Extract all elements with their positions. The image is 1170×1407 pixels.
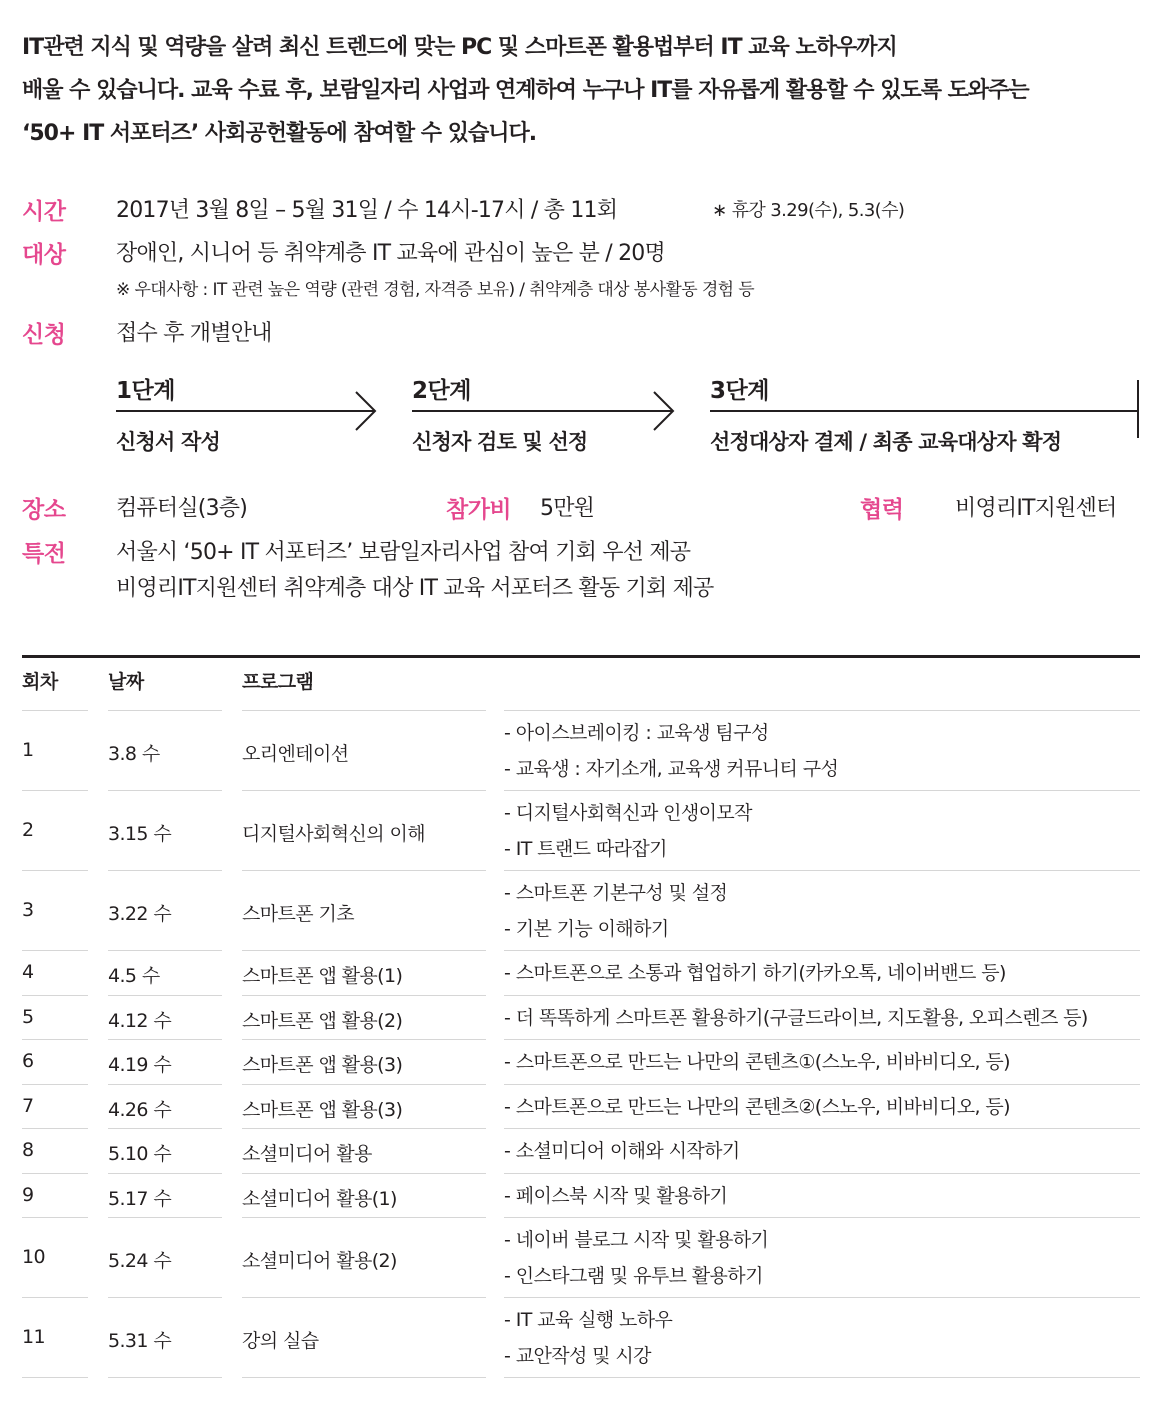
row-date: 3.8 수: [108, 743, 160, 765]
row-detail-line: - IT 교육 실행 노하우: [504, 1309, 673, 1331]
step-end-bar: [1137, 380, 1139, 438]
intro-line: ‘50+ IT 서포터즈’ 사회공헌활동에 참여할 수 있습니다.: [22, 121, 537, 146]
step-2-arrow-line: [412, 410, 672, 412]
table-row: [22, 711, 1140, 791]
row-details: [504, 1222, 768, 1294]
step-3-line: [710, 410, 1139, 412]
intro-line: 배울 수 있습니다. 교육 수료 후, 보람일자리 사업과 연계하여 누구나 IT를 자유롭게 활용할 수 있도록 도와주는: [22, 78, 1029, 103]
row-detail-line: - 인스타그램 및 유투브 활용하기: [504, 1265, 763, 1287]
row-number: 8: [22, 1139, 34, 1162]
row-date: 3.22 수: [108, 903, 172, 925]
row-detail-line: - 아이스브레이킹 : 교육생 팀구성: [504, 722, 769, 744]
step-1-title: 1단계: [116, 378, 175, 404]
row-detail-line: - 스마트폰으로 만드는 나만의 콘텐츠①(스노우, 비바비디오, 등): [504, 1051, 1010, 1074]
place-label: 장소: [22, 497, 66, 523]
row-number: 6: [22, 1050, 34, 1073]
step-3-title: 3단계: [710, 378, 769, 404]
table-row: [22, 1298, 1140, 1378]
table-top-rule: [22, 655, 1140, 658]
row-detail-line: - 교육생 : 자기소개, 교육생 커뮤니티 구성: [504, 758, 839, 780]
table-row: [22, 951, 1140, 996]
step-1-arrowhead-icon: [354, 390, 378, 432]
header-separator: [108, 710, 222, 711]
table-row: [22, 791, 1140, 871]
row-program: 오리엔테이션: [242, 743, 349, 765]
row-number: 1: [22, 739, 34, 761]
table-row: [22, 1085, 1140, 1130]
row-program: 소셜미디어 활용: [242, 1143, 372, 1166]
row-detail-line: - 스마트폰 기본구성 및 설정: [504, 882, 728, 904]
row-detail-line: - 기본 기능 이해하기: [504, 918, 669, 940]
header-separator: [22, 710, 88, 711]
benefit-label: 특전: [22, 541, 66, 567]
row-number: 11: [22, 1326, 45, 1348]
row-detail-line: - 디지털사회혁신과 인생이모작: [504, 802, 752, 824]
target-value: 장애인, 시니어 등 취약계층 IT 교육에 관심이 높은 분 / 20명: [116, 241, 665, 266]
apply-label: 신청: [22, 322, 66, 348]
step-2-desc: 신청자 검토 및 선정: [412, 430, 588, 454]
row-separator: [22, 1377, 88, 1378]
table-row: [22, 1218, 1140, 1298]
row-number: 7: [22, 1094, 34, 1117]
row-date: 5.31 수: [108, 1330, 172, 1352]
row-date: 5.17 수: [108, 1187, 172, 1210]
row-date: 4.5 수: [108, 965, 160, 988]
step-2-arrowhead-icon: [652, 390, 676, 432]
row-date: 4.19 수: [108, 1054, 172, 1077]
row-detail-line: - 더 똑똑하게 스마트폰 활용하기(구글드라이브, 지도활용, 오피스렌즈 등): [504, 1006, 1088, 1029]
row-program: 스마트폰 앱 활용(3): [242, 1098, 403, 1121]
row-number: 2: [22, 819, 34, 841]
row-program: 소셜미디어 활용(2): [242, 1250, 397, 1272]
step-2-title: 2단계: [412, 378, 471, 404]
row-separator: [242, 1377, 486, 1378]
step-1-arrow-line: [116, 410, 374, 412]
row-detail-line: - 소셜미디어 이해와 시작하기: [504, 1140, 740, 1163]
row-details: [504, 1044, 1010, 1080]
row-program: 스마트폰 앱 활용(3): [242, 1054, 403, 1077]
intro-line: IT관련 지식 및 역량을 살려 최신 트렌드에 맞는 PC 및 스마트폰 활용법부터 IT 교육 노하우까지: [22, 35, 897, 60]
row-number: 10: [22, 1246, 45, 1268]
partner-value: 비영리IT지원센터: [955, 496, 1117, 521]
table-row: [22, 1174, 1140, 1219]
fee-label: 참가비: [446, 497, 512, 523]
row-detail-line: - 스마트폰으로 소통과 협업하기 하기(카카오톡, 네이버밴드 등): [504, 962, 1006, 985]
apply-value: 접수 후 개별안내: [116, 321, 272, 346]
row-details: [504, 1302, 672, 1374]
time-label: 시간: [22, 199, 66, 225]
row-program: 스마트폰 기초: [242, 903, 354, 925]
row-detail-line: - 스마트폰으로 만드는 나만의 콘텐츠②(스노우, 비바비디오, 등): [504, 1095, 1010, 1118]
header-no: 회차: [22, 671, 58, 693]
row-details: [504, 795, 752, 867]
row-program: 스마트폰 앱 활용(1): [242, 965, 403, 988]
time-note: ∗ 휴강 3.29(수), 5.3(수): [712, 200, 905, 221]
row-details: [504, 1133, 740, 1169]
row-detail-line: - 네이버 블로그 시작 및 활용하기: [504, 1229, 769, 1251]
row-program: 강의 실습: [242, 1330, 319, 1352]
step-3-desc: 선정대상자 결제 / 최종 교육대상자 확정: [710, 430, 1062, 454]
header-date: 날짜: [108, 671, 144, 693]
row-details: [504, 1000, 1088, 1036]
row-date: 5.24 수: [108, 1250, 172, 1272]
target-note: ※ 우대사항 : IT 관련 높은 역량 (관련 경험, 자격증 보유) / 취약계층 대상 봉사활동 경험 등: [116, 280, 755, 300]
table-row: [22, 1040, 1140, 1085]
row-program: 스마트폰 앱 활용(2): [242, 1009, 403, 1032]
row-details: [504, 955, 1006, 991]
row-details: [504, 875, 727, 947]
row-detail-line: - IT 트랜드 따라잡기: [504, 838, 667, 860]
row-number: 4: [22, 961, 34, 984]
intro-paragraph: [22, 26, 1152, 155]
row-detail-line: - 교안작성 및 시강: [504, 1345, 651, 1367]
row-number: 9: [22, 1183, 34, 1206]
place-value: 컴퓨터실(3층): [116, 496, 248, 521]
row-details: [504, 715, 838, 787]
row-program: 디지털사회혁신의 이해: [242, 823, 425, 845]
row-date: 4.26 수: [108, 1098, 172, 1121]
row-separator: [108, 1377, 222, 1378]
table-row: [22, 996, 1140, 1041]
row-number: 3: [22, 899, 34, 921]
target-label: 대상: [22, 242, 66, 268]
header-separator: [504, 710, 1140, 711]
row-details: [504, 1089, 1010, 1125]
step-1-desc: 신청서 작성: [116, 430, 220, 454]
fee-value: 5만원: [540, 496, 595, 521]
row-number: 5: [22, 1005, 34, 1028]
benefit-line: 비영리IT지원센터 취약계층 대상 IT 교육 서포터즈 활동 기회 제공: [116, 576, 714, 601]
partner-label: 협력: [860, 497, 904, 523]
row-date: 5.10 수: [108, 1143, 172, 1166]
row-date: 4.12 수: [108, 1009, 172, 1032]
row-separator: [504, 1377, 1140, 1378]
table-row: [22, 871, 1140, 951]
row-detail-line: - 페이스북 시작 및 활용하기: [504, 1184, 728, 1207]
row-program: 소셜미디어 활용(1): [242, 1187, 397, 1210]
row-date: 3.15 수: [108, 823, 172, 845]
header-separator: [242, 710, 486, 711]
table-row: [22, 1129, 1140, 1174]
row-details: [504, 1178, 727, 1214]
benefit-line: 서울시 ‘50+ IT 서포터즈’ 보람일자리사업 참여 기회 우선 제공: [116, 540, 691, 565]
header-program: 프로그램: [242, 671, 314, 693]
time-value: 2017년 3월 8일 – 5월 31일 / 수 14시-17시 / 총 11회: [116, 198, 618, 223]
